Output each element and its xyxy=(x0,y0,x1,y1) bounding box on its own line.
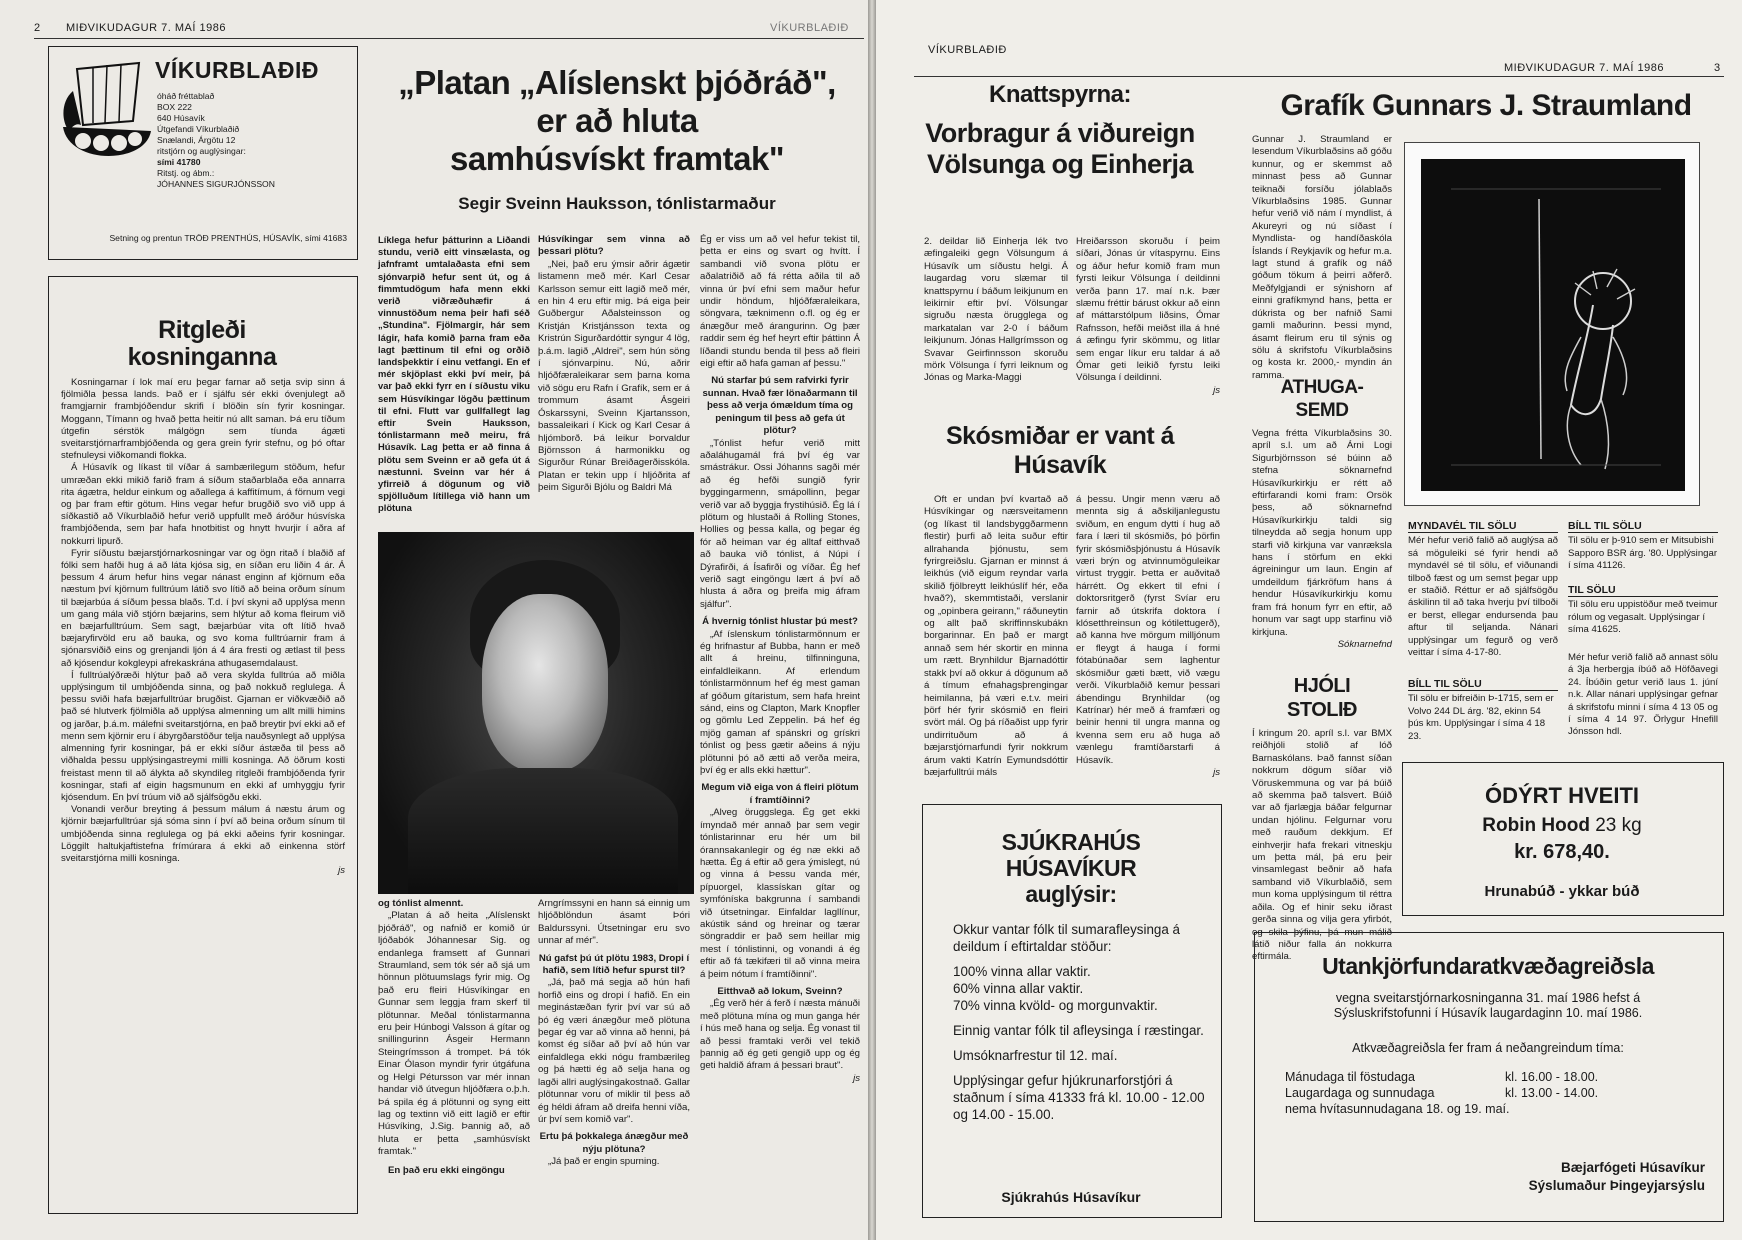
flour-ad-weight: 23 kg xyxy=(1595,815,1642,836)
football-kicker: Knattspyrna: xyxy=(988,81,1132,108)
masthead-line: 640 Húsavík xyxy=(157,113,205,123)
editorial-box xyxy=(48,276,358,1214)
athugasemd-title-line: ATHUGA- xyxy=(1280,377,1364,398)
feature-signature: js xyxy=(853,1072,860,1084)
flour-ad-price: kr. 678,40. xyxy=(1514,841,1610,863)
shoemaker-signature: js xyxy=(1213,766,1220,778)
masthead-editor: JÓHANNES SIGURJÓNSSON xyxy=(157,179,275,189)
editorial-title-line: kosninganna xyxy=(127,343,277,371)
classified-title: BÍLL TIL SÖLU xyxy=(1408,678,1558,691)
feature-col3 xyxy=(700,234,860,1204)
flour-ad-brand: Robin Hood xyxy=(1482,815,1590,836)
feature-paragraph: „Já, það má segja að hún hafi horfið eins og dropi í hafið. En ein meginástæðan fyrir því var sú að þó ég væri ánægður með plötuna þegar ég var að vinna að henni, þá komst ég síðar að því að hún var einfaldlega ekki nógu frambærileg og þá hætti ég að selja hana og lagði allri auglýsingakostnað. Gallar plötunnar voru of miklir til þess að ég héldi áfram að dreifa henni víða, úr því sem komið var". xyxy=(538,977,690,1125)
hospital-ad-position: 70% vinna kvöld- og morgunvaktir. xyxy=(953,998,1158,1013)
feature-question: Ertu þá þokkalega ánægður með nýju plötuna? xyxy=(539,1131,689,1155)
left-page xyxy=(0,0,868,1240)
feature-col1-bottom xyxy=(378,898,530,1198)
shoemaker-col2 xyxy=(1076,494,1220,794)
athugasemd-title-line: SEMD xyxy=(1295,400,1349,421)
editorial-paragraph: Í fulltrúalýðræði hlýtur það að vera skylda fulltrúa að miðla upplýsingum til umbjóðenda sinna, og það nokkuð reglulega. Á þessu sviði hafa bæjarfulltrúar brugðist. Gjarnan er viðkvæðið að það sé hlutverk fjölmiðla að upplýsa almenning um allt milli himins og jarðar, þ.á.m. málefni sveitarstjórna, en það breytir því ekki að ef menn sem kjörnir eru í ábyrgðarstöður telja nauðsynlegt að upplýsa almenning fyrir kosningar, þá er ekki síður ástæða til þess að viðhalda þessu upplýsingastreymi milli kosninga. Að öðrum kosti freistast menn til að álykta að skyndileg ritgleði frambjóðenda fyrir kosningar, stafi af eigin hagsmunum en ekki af umhyggju fyrir kjósendum. En því trúum við að sjálfsögðu ekki. xyxy=(61,669,345,803)
football-headline: Vorbragur á viðureign Völsunga og Einherja xyxy=(925,118,1195,179)
shoemaker-text: Oft er undan því kvartað að Húsvíkingar og nærsveitamenn (og líkast til landsbyggðarmenn flestir) þurfi að leita suður eftir allrahanda þjónustu, sem fyrirgreiðslu. Gjarnan er minnst á leikhús (við eigum reyndar varla skilið fjölbreytt leikhúslíf hér, eða hvað?), skemmtistaði, verslanir og „opinbera geirann," ráðuneytin og allt það skriffinnskubákn borgarinnar. En það er margt annað sem hér skortir en minna um rætt. Brynhildur Bjarnadóttir stakk því að okkur á dögunum að á tímum efnahagsþrengingar heimilanna, þá væri e.t.v. meiri þörf hér fyrir skósmið en fleiri svört mál. Og þá ríðaðist upp fyrir undirrituðum að á bæjarstjórnarfundi fyrir nokkrum árum vakti Katrín Eymundsdóttir bæjarfulltrúi máls xyxy=(924,494,1068,778)
voting-ad-hours-intro: Atkvæðagreiðsla fer fram á neðangreindum tíma: xyxy=(1352,1041,1624,1055)
editorial-paragraph: Vonandi verður breyting á þessum málum á næstu árum og kjörnir bæjarfulltrúar sjá sóma sinn í því að beina orðum sínum til umbjóðenda sinna reglulega og þá ekki aðeins fyrir kosningar. Löggilt haltukjaftistefna frímúrara á ekki að einkenna störf sveitarstjórna milli kosninga. xyxy=(61,804,345,864)
feature-question: Nú gafst þú út plötu 1983, Dropi í hafið, sem lítið hefur spurst til? xyxy=(538,952,690,977)
hospital-ad-body xyxy=(953,921,1207,1123)
bike-title xyxy=(1252,674,1392,722)
feature-intro-text: Líklega hefur þátturinn a Liðandi stundu, verið eitt vinsælasta, og jafnframt umtalaðasta efni sem sjónvarpið hefur sent út, og á fimmtudögum hafa menn ekki verið viðræðuhæfir á vinnustöðum nema þeir hafi séð „Stundina". Fjölmargir, hár sem lágir, hafa komið þarna fram eða lagt þættinum til efni og orðið landsþekktir í einu vetfangi. En ef mér skjöplast ekki því meir, þá var það ekki fyrr en í síðustu viku sem Húsvíkingar lögðu þættinum til efni. Flutt var gullfallegt lag eftir Svein Hauksson, tónlistarmann með meiru, frá Húsavík. Lag þetta er að finna á plötu sem Sveinn er að gefa út á næstunni. Sveinn var hér á yfirreið á dögunum og við spjölluðum lítillega við hann um plötuna xyxy=(378,234,530,514)
flour-ad-box xyxy=(1402,762,1724,916)
classified-text: Til sölu eru uppistöður með tveimur rólum og vegasalt. Upplýsingar í síma 41625. xyxy=(1568,599,1718,636)
graphics-headline: Grafík Gunnars J. Straumland xyxy=(1280,89,1692,122)
feature-col2-bottom xyxy=(538,898,690,1198)
voting-ad-row xyxy=(1285,1085,1705,1101)
editorial-paragraph: Á Húsavík og líkast til víðar á sambærilegum stöðum, hefur umræðan ekki mikið farið fram á síðum staðarblaða eða annarra rita ágætra, heldur einkum og aðallega á kaffitímum, á förnum vegi og þar fram eftir götum. Hins vegar hefur brugðið svo við upp á síðkastið að Víkurblaðið hefur verið uppfullt með áróður húsvíska frambjóðenda, sem þar hafa hnotbitist og hnytt hvurjir í aðra af nokkurri lipurð. xyxy=(61,462,345,547)
feature-col2-top xyxy=(538,234,690,528)
hospital-ad-intro: Okkur vantar fólk til sumarafleysinga á deildum í eftirtaldar stöður: xyxy=(953,922,1180,954)
sveinn-hauksson-photo xyxy=(378,532,694,894)
masthead-line: Útgefandi Víkurblaðið xyxy=(157,124,240,134)
voting-ad-holiday: nema hvítasunnudagana 18. og 19. maí. xyxy=(1285,1102,1510,1116)
feature-paragraph: „Alveg öruggslega. Ég get ekki ímyndað mér annað þar sem vegir tónlistarinnar eru hér um bil órannsakanlegir og ég næ ekki að hætta. Ég á eftir að gera ýmislegt, nú og vinna á Þessu vanda mér, pípuorgel, klassískan gítar og symfóníska bakgrunna í sambandi við útsetningar. Einfaldar lagllínur, akústik sánd og hreinar og tærar söngraddir er það sem heillar mig mest í tónlistinni, og vonandi á ég eftir að fá tækifæri til að vinna meira á þeim nótum í framtíðinni". xyxy=(700,807,860,980)
feature-headline xyxy=(370,64,864,178)
feature-headline-line: er að hluta xyxy=(536,102,698,139)
date-header-right: MIÐVIKUDAGUR 7. MAÍ 1986 xyxy=(1504,62,1664,74)
bike-body xyxy=(1252,728,1392,963)
feature-paragraph: „Nei, það eru ýmsir aðrir ágætir listamenn með mér. Karl Cesar Karlsson semur eitt lagið með mér, en hin 4 eru eftir mig. Þá eiga þeir Guðbergur Aðalsteinsson og Kristján Kristjánsson texta og Kristrún Sigurðardóttir syngur 4 lög, þ.á.m. lagið „Aldrei", sem hún söng í sjónvarpinu. Nú, aðrir hljóðfæraleikarar sem þarna koma við sögu eru Rafn í Grafík, sem er á trommum ásamt Ásgeiri Óskarssyni, Sveinn Kjartansson, bassaleikari í Kick og Karl Cesar á hljómborð. Þá leikur Þorvaldur Björnsson á harmonikku og Sigurður Rúnar Breiðagerðisskóla. Platan er tekin upp í hljóðrita af þeim Sigurði Bjólu og Baldri Má xyxy=(538,258,690,494)
football-col2 xyxy=(1076,236,1220,396)
masthead-line: BOX 222 xyxy=(157,102,192,112)
shoemaker-text: á þessu. Ungir menn væru að mennta sig á aðskiljanlegustu sviðum, en engum dytti í hug að fara í læri til skósmiðs, þó þörfin fyrir skósmiðsþjónustu á Húsavík væri brýn og atvinnumöguleikar virtust tryggir. Þetta er auðvitað hárrétt. Og ekkert til efni í doktorsritgerð (fyrst Svíar eru farnir að útskrifa doktora í klósetthreinsun og kótilettugerð), að kanna hve mörgum milljónum er fleygt á hauga í formi fótabúnaðar sem laghentur skósmiður gæti bætt, við vægu verði. Víkurblaðið kemur þessari ábendingu Brynhildar (og Katrínar) hér með á framfæri og beinir henni til ungra manna og kvenna sem eru að huga að vænlegu framtíðarstarfi á Húsavík. xyxy=(1076,494,1220,766)
feature-paragraph: En það eru ekki eingöngu xyxy=(388,1164,505,1176)
photo-face xyxy=(482,594,608,772)
masthead-box xyxy=(48,46,358,260)
feature-subhead: Segir Sveinn Hauksson, tónlistarmaður xyxy=(458,194,776,213)
photo-shoulders xyxy=(408,768,678,894)
hospital-ad-title-line: HÚSAVÍKUR xyxy=(1005,855,1137,881)
feature-paragraph: „Af íslenskum tónlistarmönnum er ég hrifnastur af Bubba, hann er með allt á hreinu, tilfinninguna, einfaldleikann. Af erlendum tónlistarmönnum hef ég mest gaman af góðum gítaristum, sem hafa hreint sánd, eins og Clapton, Mark Knopfler og gömlu Led Zeppelin. Þá hef ég mjög gaman af spánskri og grískri tónlist og þess gætir aðeins á nýju plötunni þó að ætti að verða meira, því ég er alls ekki hættur". xyxy=(700,628,860,777)
hospital-ad-signature: Sjúkrahús Húsavíkur xyxy=(1001,1189,1141,1205)
athugasemd-signature: Sóknarnefnd xyxy=(1337,638,1392,650)
voting-ad-signature: Sýslumaður Þingeyjarsýslu xyxy=(1528,1178,1705,1193)
masthead-line: ritstjórn og auglýsingar: xyxy=(157,146,246,156)
hospital-ad-cleaning: Einnig vantar fólk til afleysinga í ræstingar. xyxy=(953,1023,1204,1038)
artwork-linocut xyxy=(1421,159,1685,491)
hospital-ad-title-line: SJÚKRAHÚS xyxy=(1001,829,1141,855)
graphics-body: Gunnar J. Straumland er lesendum Víkurblaðsins að góðu kunnur, og er skemmst að minnast þess að Gunnar teiknaði forsíðu jólablaðs Víkurblaðsins 1985. Gunnar hefur verið við nám í myndlist, á Akureyri og nú síðast í Myndlista- og handíðaskóla Íslands í Reykjavík og hefur m.a. lagt stund á grafík og náð góðum tökum á þeirri aðferð. Meðfylgjandi er sýnishorn af einni grafíkmynd hans, þetta er dúkrista og ber nafnið Sami gamli maðurinn. Þessi mynd, ásamt fleirum eru til sýnis og sölu á skrifstofu Víkurblaðsins og kosta kr. 2000,- myndin án ramma. xyxy=(1252,134,1392,381)
football-text: 2. deildar lið Einherja lék tvo æfingaleiki gegn Völsungum á Húsavík um síðustu helgi. Á laugardag voru slæmar til knattspyrnu í báðum leikjunum en leikirnir eftir því. Völsungar sigruðu næsta örugglega og markatalan var 2-0 í báðum leikjunum. Jónas Hallgrímsson og Svavar Geirfinnsson skoruðu mörk Völsunga í fyrri leiknum og Jónas og Marka-Maggi xyxy=(924,236,1068,384)
feature-paragraph: „Tónlist hefur verið mitt aðaláhugamál frá því ég var smástrákur. Ossi Jóhanns sagði mér að ég hefði sungið fyrir byggingarmenn, smápollinn, þegar verið var að byggja frystihúsið. Ég lá í plötum og hlustaði á Rolling Stones, Hollies og þessa kalla, og þegar ég fór að heiman var ég alltaf eitthvað að bauka við tónlist, á Núpi í Dýrafirði, á Ísafirði og víðar. Ég hef verið sagt eingöngu lært á því að hlusta á aðra og þreifa mig áfram sjálfur". xyxy=(700,437,860,610)
feature-paragraph: og tónlist almennt. xyxy=(378,898,464,909)
date-header-left: MIÐVIKUDAGUR 7. MAÍ 1986 xyxy=(66,22,226,34)
feature-paragraph: Arngrímssyni en hann sá einnig um hljóðblöndun ásamt Þóri Baldurssyni. Útsetningar eru svo unnar af mér". xyxy=(538,898,690,947)
voting-ad-signature: Bæjarfógeti Húsavíkur xyxy=(1560,1160,1705,1175)
shoemaker-headline: Skósmiðar er vant á Húsavík xyxy=(945,422,1175,479)
artwork-frame xyxy=(1404,142,1700,506)
hospital-ad-title xyxy=(923,829,1219,907)
classified-apartment xyxy=(1568,652,1718,744)
voting-ad-row xyxy=(1285,1069,1705,1085)
editorial-signature: js xyxy=(338,865,345,877)
viking-ship-logo-icon xyxy=(59,61,155,171)
classified-text: Mér hefur verið falið að annast sölu á 3ja herbergja íbúð að Höfðavegi 24. Íbúðin getur verið laus 1. júní n.k. Allar nánari upplýsingar gefnar á skrifstofu minni í síma 4 13 05 og í síma 4 14 97. Örlygur Hnefill Jónsson hdl. xyxy=(1568,652,1718,738)
hospital-ad-title-line: auglýsir: xyxy=(1025,881,1117,907)
editorial-paragraph: Kosningarnar í lok maí eru þegar farnar að setja svip sinn á fjölmiðla þessa lands. Það er í sjálfu sér ekki óvenjulegt að framgjarnir frambjóðendur skrifi í blöðin sín fyrir kosningar. Moggann, Tímann og hvað þetta heitir nú allt saman. Þá eru tíðum útgefin sérstök málgögn sem tíunda ágæti sveitarstjórnarframbjóðenda og gera grein fyrir stefnu, og þó oftar stefnuleysi viðkomandi flokka. xyxy=(61,377,345,462)
classified-title: TIL SÖLU xyxy=(1568,584,1718,597)
hospital-ad-position: 100% vinna allar vaktir. xyxy=(953,964,1091,979)
classified-car-1 xyxy=(1568,520,1718,580)
football-text: Hreiðarsson skoruðu í þeim síðari, Jónas úr vítaspyrnu. Eins og áður hefur komið fram mun fyrsti leikur Völsunga í deildinni verða þann 17. maí n.k. Þær slæmu fréttir bárust okkur að einn af máttarstólpum liðsins, Ómar Rafnsson, hefði meiðst illa á hné á æfingu fyrir skömmu, og litlar sem engar líkur eru taldar á að Ómar geti leikið fyrstu leiki Völsunga í deildinni. xyxy=(1076,236,1220,384)
graphics-text xyxy=(1252,134,1392,384)
voting-ad-time: kl. 13.00 - 14.00. xyxy=(1505,1086,1599,1100)
feature-paragraph: Ég er viss um að vel hefur tekist til, þetta er eins og svart og hvítt. Í sambandi við svona plötu er aðalatriðið að fá rétta aðila til að vinna úr því efni sem maður hefur undir höndum, hljóðfæraleikara, söngvara, tæknimenn o.fl. og ég er ánægður með árangurinn. Og þær raddir sem ég hef heyrt eftir þáttinn Á líðandi stundu benda til þess að fleiri eigi eftir að hafa gaman af þessu." xyxy=(700,234,860,370)
voting-ad-day: Laugardaga og sunnudaga xyxy=(1285,1086,1435,1100)
page-number-right: 3 xyxy=(1714,62,1721,74)
page-number-left: 2 xyxy=(34,22,41,34)
feature-question: Á hvernig tónlist hlustar þú mest? xyxy=(702,616,858,628)
feature-question: Nú starfar þú sem rafvirki fyrir sunnan. Hvað fær lönaðarmann til þess að verja ómældum tíma og peningum til þess að gefa út plötur? xyxy=(702,375,858,437)
feature-question: Megum við eiga von á fleiri plötum í framtíðinni? xyxy=(701,782,859,806)
editorial-title xyxy=(49,317,355,371)
classified-text: Til sölu er þ-910 sem er Mitsubishi Sapporo BSR árg. '80. Upplýsingar í síma 41126. xyxy=(1568,535,1718,572)
football-col1 xyxy=(924,236,1068,386)
voting-ad-title: Utankjörfundaratkvæðagreiðsla xyxy=(1322,953,1654,979)
classified-text: Mér hefur verið falið að auglýsa að sá möguleiki sé fyrir hendi að myndavél sé til sölu, ef viðunandi tilboð fæst og um semst þegar upp er staðið. Réttur er að sjálfsögðu áskilinn til að taka hverju því tilboði er berst, ellegar endursenda þau aftur til seljanda. Nánari upplýsingar um fegurð og verð veittar í síma 4-17-80. xyxy=(1408,535,1558,659)
voting-ad-time: kl. 16.00 - 18.00. xyxy=(1505,1070,1599,1084)
athugasemd-body xyxy=(1252,428,1392,664)
bike-text: Í kringum 20. apríl s.l. var BMX reiðhjóli stolið af lóð Barnaskólans. Það fannst síðan nokkrum dögum síðar við Vöruskemmuna og var þá búið að skemma það talsvert. Búið var að fjarlægja báðar felgurnar undan hjólinu. Felgurnar voru með rauðum dekkjum. Ef einhverjir hafa frekari vitneskju um þetta mál, þá eru þeir vinsamlegast beðnir að hafa samband við Víkurblaðið, sem mun koma upplýsingum til réttra aðila. Og ef hinir seku iðrast gerða sinna og vilja gera yfirbót, og skila þýfinu, þá mun málið látið niður falla án nokkurra eftirmála. xyxy=(1252,728,1392,963)
editorial-title-line: Ritgleði xyxy=(158,316,246,344)
voting-ad-signatures xyxy=(1435,1159,1705,1195)
masthead-line: Ritstj. og ábm.: xyxy=(157,168,215,178)
old-man-artwork-icon xyxy=(1421,159,1685,491)
voting-ad-intro: vegna sveitarstjórnarkosninganna 31. maí 1986 hefst á Sýsluskrifstofunni í Húsavík laugardaginn 10. maí 1986. xyxy=(1333,991,1643,1020)
classified-swing xyxy=(1568,584,1718,648)
flour-ad-shop: Hrunabúð - ykkar búð xyxy=(1484,883,1640,900)
hospital-ad-deadline: Umsóknarfrestur til 12. maí. xyxy=(953,1048,1118,1063)
masthead-line: óháð fréttablað xyxy=(157,91,215,101)
classified-text: Til sölu er bifreiðin Þ-1715, sem er Volvo 244 DL árg. '82, ekinn 54 þús km. Upplýsingar í síma 4 18 23. xyxy=(1408,693,1554,742)
masthead-print-line: Setning og prentun TRÖÐ PRENTHÚS, HÚSAVÍK, sími 41683 xyxy=(109,233,347,243)
voting-ad-day: Mánudaga til föstudaga xyxy=(1285,1070,1415,1084)
classified-title: MYNDAVÉL TIL SÖLU xyxy=(1408,520,1558,533)
running-head-left: VÍKURBLAÐIÐ xyxy=(770,22,849,34)
hospital-ad-box xyxy=(922,804,1222,1218)
flour-ad-product xyxy=(1403,815,1721,837)
editorial-body xyxy=(61,377,345,1209)
shoemaker-col1 xyxy=(924,494,1068,784)
feature-paragraph: „Ég verð hér á ferð í næsta mánuði með plötuna mína og mun ganga hér í hús með hana og selja. Ég vonast til að þessi framtaki verði vel tekið þannig að ég geti gengið upp og ég geti haldið áfram á þessari braut". xyxy=(700,998,860,1072)
athugasemd-text: Vegna frétta Víkurblaðsins 30. apríl s.l. um að Árni Logi Sigurbjörnsson sé búinn að stefna söknarnefnd Húsavíkurkirkju er rétt að eftirfarandi komi fram: Orsök þess, að söknarnefnd Húsavíkurkirkju taldi sig tilneydda að segja honum upp starfi við kirkjuna var vanræksla hans í störfum en ekki ágreiningur um laun. Engin af umdeildum fjárkröfum hans á hendur Húsavíkurkirkju komu fram frá honum fyrr en eftir, að honum var sagt upp starfinu við kirkjuna. xyxy=(1252,428,1392,638)
header-rule-left xyxy=(34,38,864,39)
athugasemd-title xyxy=(1252,376,1392,422)
football-signature: js xyxy=(1213,384,1220,396)
voting-ad-hours xyxy=(1285,1069,1705,1117)
bike-title-line: HJÓLI xyxy=(1293,675,1351,697)
page-spine xyxy=(868,0,876,1240)
feature-intro xyxy=(378,234,530,524)
editorial-paragraph: Fyrir síðustu bæjarstjórnarkosningar var og ögn ritað í blaðið af fólki sem hafði hug á að láta kjósa sig, en síðan eru liðin 4 ár. Á þessum 4 árum hefur hins vegar nánast enginn af kjörnum eða næstum því kjörnum fulltrúum látið svo lítið að beina orðum sínum til bæjarbúa á síðum þessa blaðs. T.d. í því skyni að upplýsa menn um gang mála við stjórn bæjarins, sem hlýtur að koma fleirum við en bæjarfulltrúum. Sem sagt, bæjarbúar vita oft lítið hvað bæjaryfirvöld eru að bauka, og svo koma fulltrúarnir fram á sjónarsviðið eins og grenjandi ljón á 4 ára fresti og ætlast til þess að kjósendur kokgleypi afrekaskrána athugasemdalaust. xyxy=(61,547,345,669)
hospital-ad-position: 60% vinna allar vaktir. xyxy=(953,981,1084,996)
feature-headline-line: „Platan „Alíslenskt þjóðráð", xyxy=(398,64,836,101)
masthead-line: Snælandi, Árgötu 12 xyxy=(157,135,236,145)
header-rule-right xyxy=(914,76,1724,77)
masthead-phone: sími 41780 xyxy=(157,157,201,167)
flour-ad-title: ÓDÝRT HVEITI xyxy=(1484,783,1639,808)
feature-paragraph: „Platan á að heita „Alíslenskt þjóðráð", og nafnið er komið úr ljóðabók Jóhannesar Sig. og endanlega framsett af Gunnari Straumland, sem tók sér að sjá um hönnun plötuumslags fyrir mig. Og það eru fleiri Húsvíkingar en Gunnar sem leggja fram skerf til plötunnar. Meðal tónlistarmanna eru þeir Húnbogi Valsson á gítar og snillingurinn Ásgeir Hermann Steingrímsson á trompet. Þá tók Einar Ólason myndir fyrir útgáfuna og Helgi Pétursson var mér innan handar við útvegun hljóðfæra o.þ.h. Þá spila ég á plötunni og syng eitt lag og textinn við eitt lagið er eftir Húsvíking, J.Sig. Þannig að, að hluta er þetta „samhúsvískt framtak." xyxy=(378,910,530,1158)
masthead-details xyxy=(157,91,275,190)
feature-question: Húsvíkingar sem vinna að þessari plötu? xyxy=(538,234,690,258)
feature-paragraph: „Já það er engin spurning. xyxy=(548,1156,660,1168)
masthead-name: VÍKURBLAÐIÐ xyxy=(155,57,319,83)
right-page xyxy=(876,0,1742,1240)
hospital-ad-info: Upplýsingar gefur hjúkrunarforstjóri á staðnum í síma 41333 frá kl. 10.00 - 12.00 og 14.00 - 15.00. xyxy=(953,1073,1205,1122)
feature-headline-line: samhúsvískt framtak" xyxy=(450,140,784,177)
classified-title: BÍLL TIL SÖLU xyxy=(1568,520,1718,533)
feature-question: Eitthvað að lokum, Sveinn? xyxy=(717,985,843,997)
classified-car-2 xyxy=(1408,678,1558,742)
bike-title-line: STOLIÐ xyxy=(1287,699,1357,721)
running-head-right: VÍKURBLAÐIÐ xyxy=(928,44,1007,56)
voting-ad-box xyxy=(1254,932,1724,1222)
